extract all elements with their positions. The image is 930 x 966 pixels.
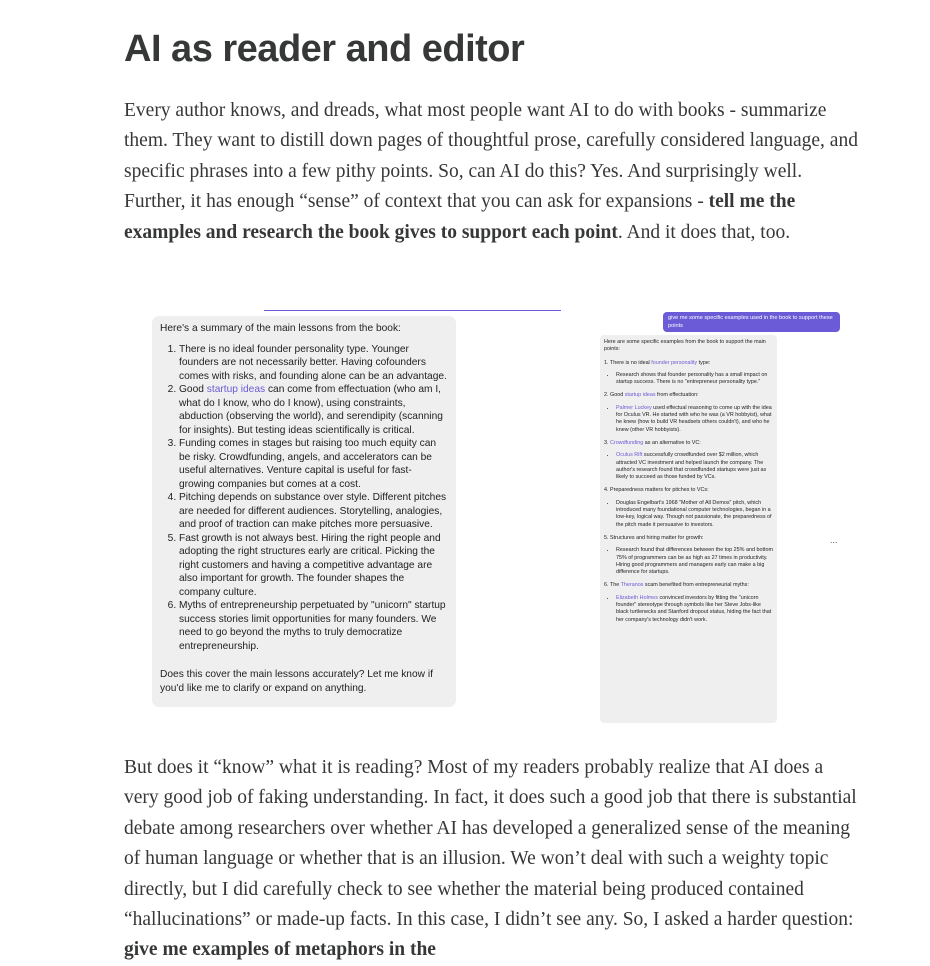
examples-link[interactable]: Oculus Rift bbox=[616, 452, 643, 459]
intro-text: Every author knows, and dreads, what most people want AI to do with books - summarize them. They want to distill down pages of thoughtful prose, carefully considered language, and specific phrases into a few pithy points. So, can AI do this? Yes. And surprisingly well. Further, it has enough “sense” of context that you can ask for expansions - bbox=[124, 100, 858, 213]
summary-intro: Here's a summary of the main lessons from the book: bbox=[160, 323, 401, 334]
summary-item-text: There is no ideal founder personality type. Younger founders are not necessarily better. Having cofounders comes with risks, and founding alone can be an advantage. bbox=[179, 343, 447, 382]
understanding-paragraph bbox=[124, 753, 859, 966]
examples-bullet: • Oculus Rift successfully crowdfunded over $2 million, which attracted VC investment and helped launch the company. The author's research found that crowdfunded startups were just as likely to succeed as those funded by VCs. bbox=[616, 452, 773, 481]
examples-bullet: • Palmer Luckey used effectual reasoning to come up with the idea for Oculus VR. He started with who he was (a VR hobbyist), what he knew (how to build VR headsets others couldn't), and who he knew (other VR hobbyists). bbox=[616, 405, 773, 434]
summary-item bbox=[179, 491, 447, 532]
examples-link[interactable]: Theranos bbox=[620, 582, 644, 589]
examples-link[interactable]: founder personality bbox=[651, 359, 698, 366]
intro-bold-prompt: tell me the examples and research the book gives to support each point bbox=[124, 191, 796, 243]
examples-section bbox=[604, 360, 773, 387]
user-prompt-bubble: give me some specific examples used in the book to support these points bbox=[663, 312, 840, 332]
examples-bullet: • Douglas Engelbart's 1968 "Mother of All Demos" pitch, which introduced many foundational computer technologies, began in a low-key, logical way. Though not passionate, the preparedness of the pitch made it persuasive to investors. bbox=[616, 500, 773, 529]
examples-section-heading: 1. There is no ideal founder personality type: bbox=[604, 359, 711, 366]
summary-item bbox=[179, 532, 447, 600]
examples-bullet: • Research found that differences between the top 25% and bottom 75% of programmers can be as high as 27 times in productivity. Hiring good programmers and managers early can make a big difference for startups. bbox=[616, 547, 773, 576]
examples-chat-bubble bbox=[600, 335, 777, 723]
summary-item-text: Fast growth is not always best. Hiring the right people and adopting the right structures early are critical. Picking the right customers and having a competitive advantage are also important for growth. The founder shapes the company culture. bbox=[179, 532, 441, 598]
examples-section-heading: 5. Structures and hiring matter for growth: bbox=[604, 534, 704, 541]
intro-paragraph bbox=[124, 96, 859, 248]
examples-section bbox=[604, 487, 773, 528]
examples-section bbox=[604, 440, 773, 481]
understanding-text: But does it “know” what it is reading? Most of my readers probably realize that AI does a very good job of faking understanding. In fact, it does such a good job that there is substantial debate among researchers over whether AI has developed a generalized sense of the meaning of human language or whether that is an illusion. We won’t deal with such a weighty topic directly, but I did carefully check to see whether the material being produced contained “hallucinations” or made-up facts. In this case, I didn’t see any. So, I asked a harder question: bbox=[124, 757, 857, 931]
summary-list bbox=[160, 343, 447, 654]
examples-section-heading: 2. Good startup ideas from effectuation: bbox=[604, 392, 699, 399]
summary-item bbox=[179, 599, 447, 653]
summary-item-text: Funding comes in stages but raising too much equity can be risky. Crowdfunding, angels, and accelerators can be useful alternatives. Venture capital is useful for fast-growing companies but comes at a cost. bbox=[179, 438, 437, 490]
summary-item bbox=[179, 437, 447, 491]
examples-intro: Here are some specific examples from the book to support the main points: bbox=[604, 339, 766, 353]
examples-bullet: • Research shows that founder personality has a small impact on startup success. There is no "entrepreneur personality type." bbox=[616, 372, 773, 387]
summary-item-text: Good bbox=[179, 384, 207, 395]
accent-divider bbox=[264, 310, 561, 311]
summary-chat-bubble bbox=[152, 316, 456, 707]
examples-section bbox=[604, 392, 773, 433]
intro-text-end: . And it does that, too. bbox=[617, 221, 791, 243]
summary-outro: Does this cover the main lessons accurately? Let me know if you'd like me to clarify or expand on anything. bbox=[160, 669, 433, 694]
chat-screenshots-figure bbox=[124, 300, 854, 730]
understanding-bold-prompt: give me examples of metaphors in the bbox=[124, 939, 436, 961]
examples-link[interactable]: Palmer Luckey bbox=[616, 404, 652, 411]
summary-item bbox=[179, 383, 447, 437]
examples-bullet: • Elizabeth Holmes convinced investors by fitting the "unicorn founder" stereotype through symbols like her Steve Jobs-like black turtlenecks and Stanford dropout status, hiding the fact that her company's technology didn't work. bbox=[616, 595, 773, 624]
examples-section bbox=[604, 535, 773, 576]
summary-item bbox=[179, 343, 447, 384]
examples-section-heading: 3. Crowdfunding as an alternative to VC: bbox=[604, 439, 701, 446]
summary-item-text: can come from effectuation (who am I, what do I know, who do I know), using constraints, abduction (observing the world), and serendipity (scanning for insights). But testing ideas scientifically is critical. bbox=[179, 384, 443, 436]
summary-item-text: Pitching depends on substance over style. Different pitches are needed for different audiences. Storytelling, analogies, and proof of traction can make pitches more persuasive. bbox=[179, 492, 447, 530]
summary-item-text: Myths of entrepreneurship perpetuated by "unicorn" startup success stories limit opportunities for many founders. We need to go beyond the myths to truly democratize entrepreneurship. bbox=[179, 600, 446, 652]
examples-section bbox=[604, 582, 773, 623]
page-title: AI as reader and editor bbox=[124, 28, 525, 70]
examples-section-heading: 4. Preparedness matters for pitches to VCs: bbox=[604, 487, 709, 494]
examples-link[interactable]: startup ideas bbox=[624, 392, 656, 399]
examples-section-heading: 6. The Theranos scam benefited from entrepreneurial myths: bbox=[604, 582, 749, 589]
examples-link[interactable]: Crowdfunding bbox=[610, 439, 644, 446]
examples-link[interactable]: Elizabeth Holmes bbox=[616, 594, 658, 601]
more-options-icon[interactable]: ... bbox=[830, 535, 838, 545]
summary-item-link[interactable]: startup ideas bbox=[206, 384, 266, 395]
